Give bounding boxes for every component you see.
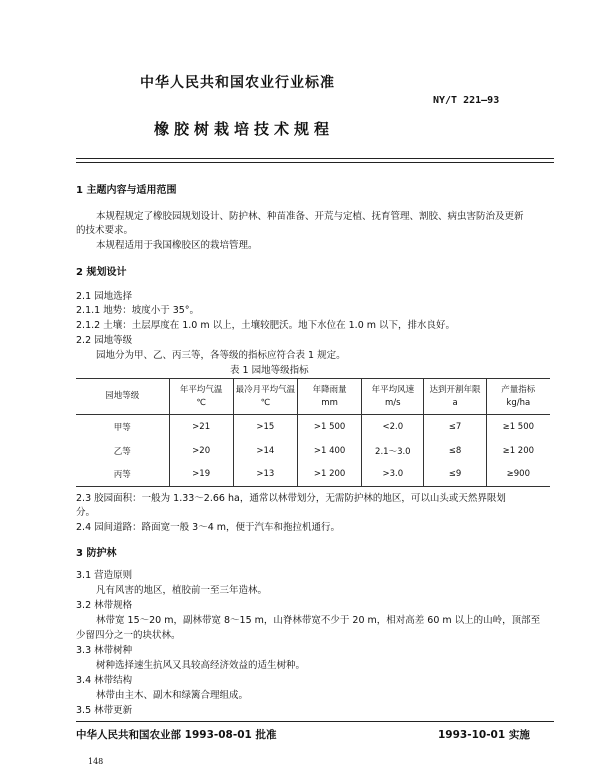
clause-3-1: 3.1 营造原则 [76,570,133,581]
table-cell: 乙等 [113,446,131,457]
table-caption: 表 1 园地等级指标 [230,365,309,376]
clause-2-4: 2.4 园间道路：路面宽一般 3～4 m，便于汽车和拖拉机通行。 [76,522,341,533]
clause-2-2-body: 园地分为甲、乙、丙三等，各等级的指标应符合表 1 规定。 [96,350,346,361]
clause-2-1-2: 2.1.2 土壤：土层厚度在 1.0 m 以上，土壤较肥沃。地下水位在 1.0 m 以下，排水良好。 [76,320,456,331]
table-cell: >21 [169,415,233,439]
clause-3-3-body: 树种选择速生抗风又具较高经济效益的适生树种。 [96,660,306,671]
header-rule-2 [76,162,554,163]
page-number: 148 [88,757,104,766]
table-cell: >3.0 [362,463,424,487]
section-1-para-2: 本规程适用于我国橡胶区的栽培管理。 [96,240,258,251]
section-1-heading: 1 主题内容与适用范围 [76,185,177,196]
table-cell: >1 500 [297,415,361,439]
clause-3-4: 3.4 林带结构 [76,675,133,686]
section-1-para-1-line-1: 本规程规定了橡胶园规划设计、防护林、种苗准备、开荒与定植、抚育管理、割胶、病虫害防治及更新 [96,211,524,222]
table-cell: <2.0 [362,415,424,439]
table-cell: ≤9 [424,463,486,487]
clause-3-3: 3.3 林带树种 [76,645,133,656]
footer-rule [76,721,554,722]
table-row [76,415,550,439]
section-1-para-1-line-2: 的技术要求。 [76,225,134,236]
col-header-yield: 产量指标 kg/ha [486,379,550,415]
section-3-heading: 3 防护林 [76,548,117,559]
table-cell: ≤8 [424,439,486,463]
clause-3-5: 3.5 林带更新 [76,705,133,716]
standard-code: NY/T 221—93 [433,95,500,106]
table-cell: >15 [233,415,297,439]
col-header-grade: 园地等级 [76,379,169,415]
table-cell: 甲等 [113,422,131,433]
col-header-annual-rainfall: 年降雨量 mm [297,379,361,415]
col-header-annual-temp: 年平均气温 ℃ [169,379,233,415]
clause-2-3-line-1: 2.3 胶园面积：一般为 1.33～2.66 ha，通常以林带划分，无需防护林的地区，可以山头或天然界限划 [76,493,506,504]
clause-2-3-line-2: 分。 [76,507,96,518]
table-cell: ≥1 200 [486,439,550,463]
table-cell: ≥1 500 [486,415,550,439]
header-rule-1 [76,158,554,159]
table-row [76,439,550,463]
table-cell: >13 [233,463,297,487]
section-2-heading: 2 规划设计 [76,267,127,278]
site-grade-table [76,378,550,487]
effective-date: 1993-10-01 实施 [438,729,530,741]
table-row [76,463,550,487]
clause-3-2-line-2: 少留四分之一的块状林。 [76,630,181,641]
clause-3-2: 3.2 林带规格 [76,600,133,611]
clause-3-1-body: 凡有风害的地区，植胶前一至三年造林。 [96,585,268,596]
table-cell: 2.1～3.0 [362,439,424,463]
clause-2-1: 2.1 园地选择 [76,291,133,302]
clause-2-1-1: 2.1.1 地势：坡度小于 35°。 [76,305,200,316]
table-cell: >14 [233,439,297,463]
col-header-coldest-month-temp: 最冷月平均气温 ℃ [233,379,297,415]
table-cell: >1 200 [297,463,361,487]
col-header-wind-speed: 年平均风速 m/s [362,379,424,415]
table-cell: ≥900 [486,463,550,487]
col-header-tapping-years: 达到开割年限 a [424,379,486,415]
standard-name: 中华人民共和国农业行业标准 [140,75,335,91]
table-cell: >19 [169,463,233,487]
clause-2-2: 2.2 园地等级 [76,335,133,346]
clause-3-4-body: 林带由主木、副木和绿篱合理组成。 [96,690,249,701]
table-cell: 丙等 [113,470,131,481]
table-cell: >20 [169,439,233,463]
clause-3-2-line-1: 林带宽 15～20 m，副林带宽 8～15 m，山脊林带宽不少于 20 m，相对高差 60 m 以上的山岭，顶部至 [96,615,541,626]
document-title: 橡胶树栽培技术规程 [154,120,335,138]
approval-line: 中华人民共和国农业部 1993-08-01 批准 [76,729,277,741]
table-cell: >1 400 [297,439,361,463]
table-cell: ≤7 [424,415,486,439]
